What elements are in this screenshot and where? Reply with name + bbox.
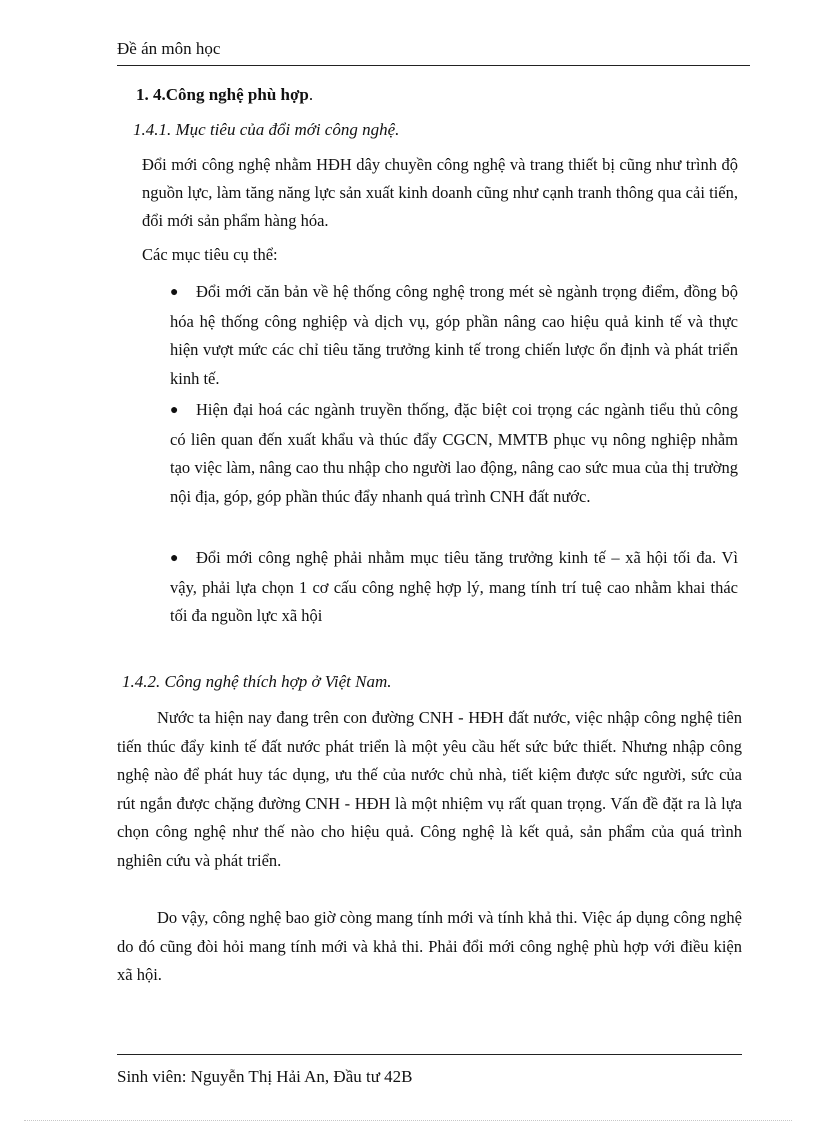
section-title-suffix: .	[308, 85, 314, 104]
goals-label: Các mục tiêu cụ thể:	[142, 245, 278, 264]
bullet-item-2	[170, 396, 738, 511]
bullet-3-icon: ●	[170, 551, 179, 566]
subsection-1-title: 1.4.1. Mục tiêu của đổi mới công nghệ.	[133, 120, 400, 139]
bullet-1-text: Đổi mới căn bản về hệ thống công nghệ trong mét sè ngành trọng điểm, đồng bộ hóa hệ thống công nghiệp và dịch vụ, góp phần nâng cao hiệu quả kinh tế và thực hiện vượt mức các chỉ tiêu tăng trưởng kinh tế trong chiến lược ổn định và phát triển kinh tế.	[170, 282, 738, 388]
subsection-2-paragraph-2: Do vậy, công nghệ bao giờ còng mang tính mới và tính khả thi. Việc áp dụng công nghệ do đó cũng đòi hỏi mang tính mới và khả thi. Phải đổi mới công nghệ phù hợp với điều kiện xã hội.	[117, 908, 742, 984]
subsection-2-title: 1.4.2. Công nghệ thích hợp ở Việt Nam.	[122, 672, 392, 691]
page-footer: Sinh viên: Nguyễn Thị Hải An, Đầu tư 42B	[117, 1067, 413, 1086]
bullet-item-3	[170, 544, 738, 631]
bullet-2-icon: ●	[170, 403, 179, 418]
subsection-2-paragraph-1: Nước ta hiện nay đang trên con đường CNH - HĐH đất nước, việc nhập công nghệ tiên tiến thúc đẩy kinh tế đất nước phát triển là một yêu cầu hết sức bức thiết. Nhưng nhập công nghệ nào để phát huy tác dụng, ưu thế của nước chủ nhà, tiết kiệm được sức người, sức của rút ngắn được chặng đường CNH - HĐH là một nhiệm vụ rất quan trọng. Vấn đề đặt ra là lựa chọn công nghệ như thế nào cho hiệu quả. Công nghệ là kết quả, sản phẩm của quá trình nghiên cứu và phát triển.	[117, 708, 742, 870]
section-number: 1. 4.	[136, 85, 166, 104]
page-bottom-border	[24, 1120, 792, 1121]
subsection-1-intro: Đổi mới công nghệ nhằm HĐH dây chuyền công nghệ và trang thiết bị cũng như trình độ nguồn lực, làm tăng năng lực sản xuất kinh doanh cũng như cạnh tranh thông qua cải tiến, đổi mới sản phẩm hàng hóa.	[142, 155, 738, 230]
section-title-text: Công nghệ phù hợp	[165, 85, 309, 104]
header-divider	[117, 65, 750, 66]
page-header: Đề án môn học	[117, 39, 221, 58]
bullet-1-icon: ●	[170, 285, 179, 300]
bullet-3-text: Đổi mới công nghệ phải nhằm mục tiêu tăng trưởng kinh tế – xã hội tối đa. Vì vậy, phải lựa chọn 1 cơ cấu công nghệ hợp lý, mang tính trí tuệ cao nhằm khai thác tối đa nguồn lực xã hội	[170, 548, 738, 625]
section-title	[136, 84, 313, 106]
bullet-2-text: Hiện đại hoá các ngành truyền thống, đặc biệt coi trọng các ngành tiểu thủ công có liên quan đến xuất khẩu và thúc đẩy CGCN, MMTB phục vụ nông nghiệp nhằm tạo việc làm, nâng cao thu nhập cho người lao động, nâng cao sức mua của thị trường nội địa, góp, góp phần thúc đẩy nhanh quá trình CNH đất nước.	[170, 400, 738, 506]
footer-divider	[117, 1054, 742, 1055]
bullet-item-1	[170, 278, 738, 393]
